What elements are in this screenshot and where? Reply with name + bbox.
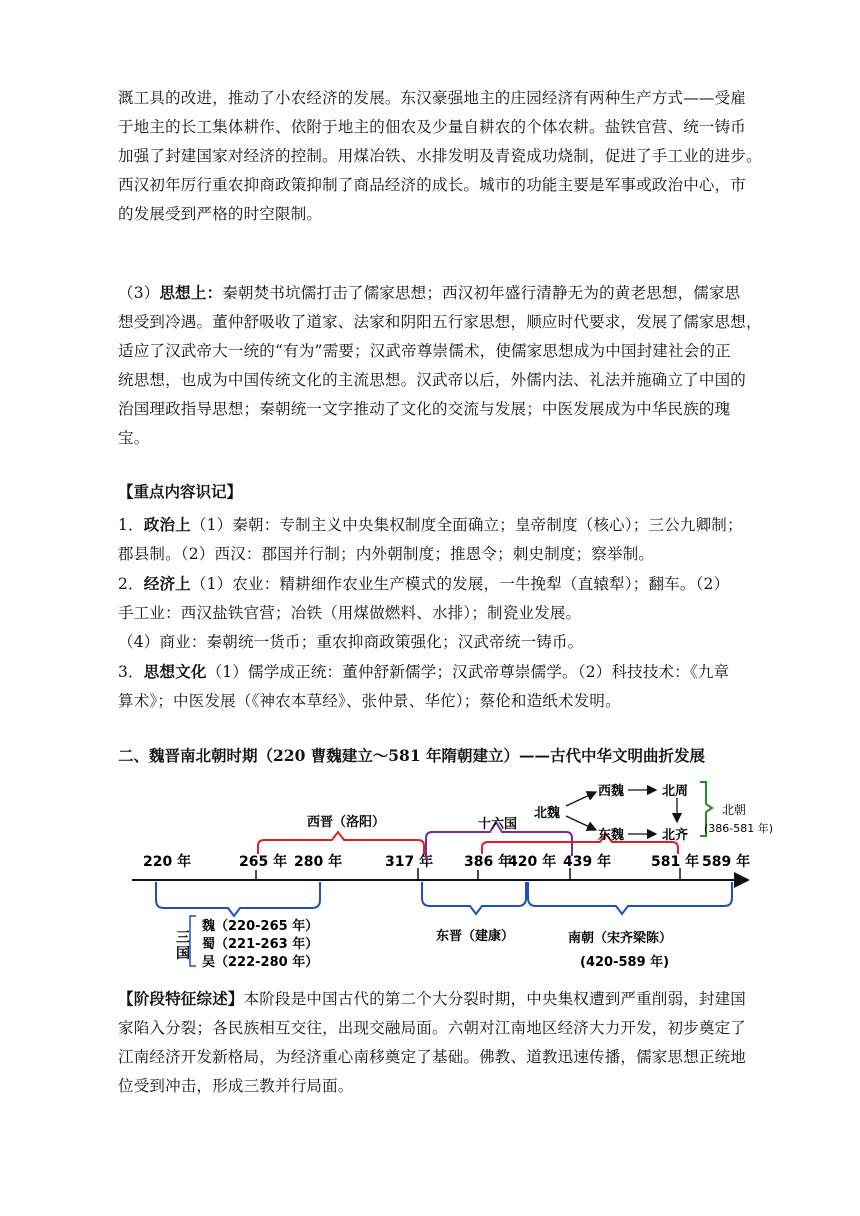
summary-label: 【阶段特征综述】: [118, 989, 244, 1008]
text-run: （1）农业：精耕细作农业生产模式的发展，一牛挽犁（直辕犁）；翻车。（2）: [190, 575, 730, 593]
nanchao-brace: [528, 882, 732, 914]
key-content-title: 【重点内容识记】: [118, 482, 243, 501]
sanguo-label: 国: [176, 946, 190, 962]
sanguo-label: 三: [176, 930, 190, 946]
year-label: 265 年: [239, 854, 288, 870]
year-label: 220 年: [143, 854, 192, 870]
bold-lead: 思想文化: [143, 662, 207, 681]
text-line: 治国理政指导思想；秦朝统一文字推动了文化的交流与发展；中医发展成为中华民族的瑰: [118, 400, 731, 418]
beichao-years: (386-581 年): [704, 822, 774, 835]
economy-paragraph: [118, 84, 762, 229]
section-title: 二、魏晋南北朝时期（220 曹魏建立～581 年隋朝建立）——古代中华文明曲折发展: [118, 746, 706, 765]
year-label: 439 年: [563, 854, 612, 870]
shu-label: 蜀（221-263 年）: [202, 937, 319, 952]
year-label: 589 年: [702, 854, 751, 870]
dongjin-label: 东晋（建康）: [436, 929, 515, 944]
sanguo-brace: [156, 882, 320, 916]
key-content-list: [118, 510, 746, 716]
dongjin-brace: [422, 882, 526, 914]
dongwei-label: 东魏: [598, 828, 625, 843]
text-line: （4）商业：秦朝统一货币；重农抑商政策强化；汉武帝统一铸币。: [118, 633, 584, 651]
year-label: 386 年: [464, 854, 513, 870]
beiqi-label: 北齐: [662, 828, 689, 843]
summary-paragraph: [118, 984, 746, 1101]
text-line: 江南经济开发新格局，为经济重心南移奠定了基础。佛教、道教迅速传播，儒家思想正统地: [118, 1048, 747, 1066]
thought-paragraph: [118, 278, 762, 453]
beichao-label: 北朝: [722, 803, 747, 817]
text-line: [118, 984, 746, 1014]
beiwei-label: 北魏: [534, 806, 561, 821]
text-run: （1）儒学成正统：董仲舒新儒学；汉武帝尊崇儒学。（2）科技技术：《九章: [206, 663, 730, 681]
text-run: 本阶段是中国古代的第二个大分裂时期，中央集权遭到严重削弱，封建国: [243, 990, 747, 1008]
text-run: 秦朝焚书坑儒打击了儒家思想；西汉初年盛行清静无为的黄老思想，儒家思: [222, 284, 741, 302]
year-label: 280 年: [294, 854, 343, 870]
bold-lead: 政治上: [143, 515, 191, 534]
text-line: 算术》；中医发展（《神农本草经》、张仲景、华佗）；蔡伦和造纸术发明。: [118, 692, 621, 710]
text-line: 加强了封建国家对经济的控制。用煤冶铁、水排发明及青瓷成功烧制，促进了手工业的进步。: [118, 147, 762, 165]
xijin-label: 西晋（洛阳）: [307, 815, 386, 830]
nanchao-label: 南朝（宋齐梁陈）: [568, 931, 673, 946]
text-line: 郡县制。（2）西汉：郡国并行制；内外朝制度；推恩令；刺史制度；察举制。: [118, 545, 655, 563]
beizhou-label: 北周: [662, 784, 689, 799]
item-number: 1．: [118, 516, 144, 534]
wei-label: 魏（220-265 年）: [202, 919, 319, 934]
year-label: 317 年: [385, 854, 434, 870]
text-line: 手工业：西汉盐铁官营；冶铁（用煤做燃料、水排）；制瓷业发展。: [118, 604, 582, 622]
text-line: 溉工具的改进，推动了小农经济的发展。东汉豪强地主的庄园经济有两种生产方式——受雇: [118, 89, 747, 107]
xiwei-label: 西魏: [598, 784, 625, 799]
year-label: 420 年: [508, 854, 557, 870]
list-item: [118, 569, 746, 599]
text-line: 家陷入分裂；各民族相互交往，出现交融局面。六朝对江南地区经济大力开发，初步奠定了: [118, 1019, 747, 1037]
item-number: 2．: [118, 575, 144, 593]
text-line: [118, 278, 746, 308]
timeline-diagram: [0, 770, 860, 980]
xijin-brace: [258, 832, 424, 854]
item-number: 3．: [118, 663, 144, 681]
text-line: 宝。: [118, 429, 150, 447]
text-line: 想受到冷遇。董仲舒吸收了道家、法家和阴阳五行家思想，顺应时代要求，发展了儒家思想，: [118, 313, 762, 331]
text-line: 位受到冲击，形成三教并行局面。: [118, 1077, 354, 1095]
beichao-brace: [482, 834, 678, 854]
year-label: 581 年: [651, 854, 700, 870]
shiliuguo-label: 十六国: [478, 817, 518, 832]
bold-lead: 经济上: [143, 574, 191, 593]
text-line: 的发展受到严格的时空限制。: [118, 205, 323, 223]
text-line: 西汉初年厉行重农抑商政策抑制了商品经济的成长。城市的功能主要是军事或政治中心，市: [118, 176, 747, 194]
nanchao-years: (420-589 年): [580, 955, 670, 970]
wu-label: 吴（222-280 年）: [202, 955, 319, 970]
bold-lead: 思想上：: [159, 283, 223, 302]
item-number: （3）: [118, 284, 160, 302]
text-line: 于地主的长工集体耕作、依附于地主的佃农及少量自耕农的个体农耕。盐铁官营、统一铸币: [118, 118, 747, 136]
list-item: [118, 657, 746, 687]
text-run: （1）秦朝：专制主义中央集权制度全面确立；皇帝制度（核心）；三公九卿制；: [190, 516, 743, 534]
list-item: [118, 510, 746, 540]
text-line: 适应了汉武帝大一统的“有为”需要；汉武帝尊崇儒术，使儒家思想成为中国封建社会的正: [118, 342, 731, 360]
text-line: 统思想，也成为中国传统文化的主流思想。汉武帝以后，外儒内法、礼法并施确立了中国的: [118, 371, 747, 389]
